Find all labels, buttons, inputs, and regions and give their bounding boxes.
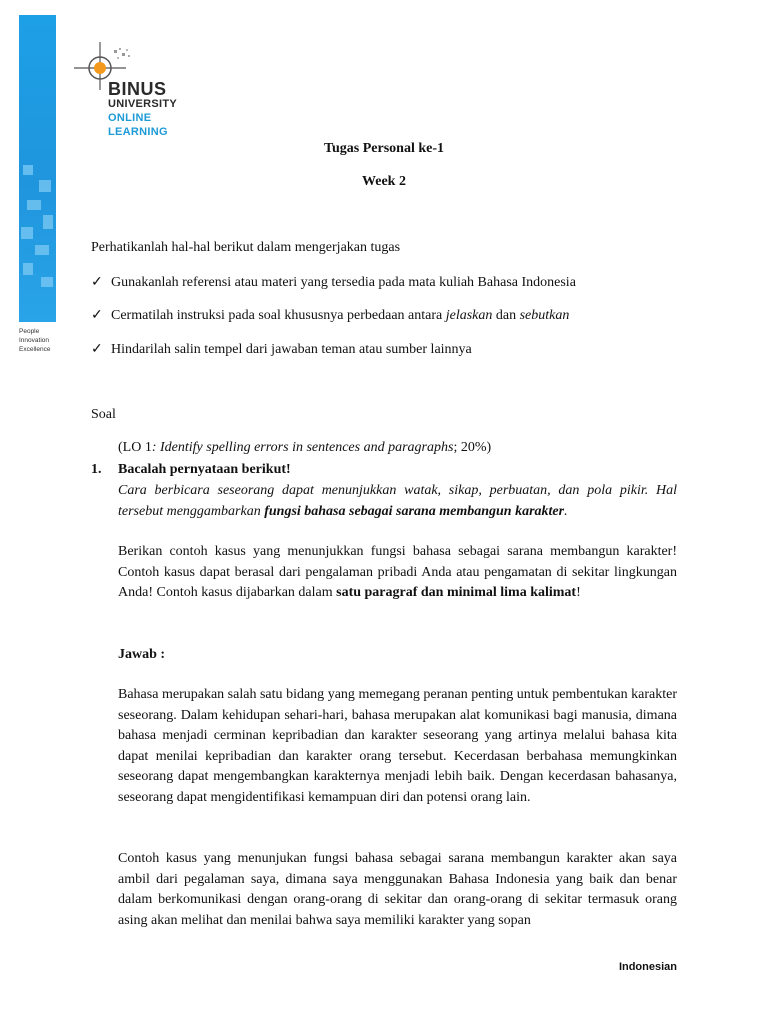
statement-italic: Cara berbicara seseorang dapat menunjukkan watak, sikap, perbuatan, dan pola pikir. Hal tersebut menggambarkan [118,483,677,519]
sidebar-tagline [19,327,50,354]
lo-text: (LO 1 [118,440,152,455]
question-task [118,542,677,604]
logo-line-online: ONLINE [108,112,152,124]
lo-text: ; 20%) [453,440,492,455]
instructions-intro: Perhatikanlah hal-hal berikut dalam mengerjakan tugas [91,240,401,255]
tagline-line: People [19,328,40,335]
instruction-item [91,274,576,291]
instruction-text: Cermatilah instruksi pada soal khususnya perbedaan antara [111,308,446,323]
learning-objective [118,440,491,456]
tagline-line: Innovation [19,337,49,344]
week-label: Week 2 [362,174,406,189]
logo-line-university: UNIVERSITY [108,98,178,110]
lo-italic: : Identify spelling errors in sentences and paragraphs [151,440,454,455]
tagline-line: Excellence [19,346,51,353]
instruction-item [91,307,569,324]
check-icon: ✓ [91,342,103,357]
check-icon: ✓ [91,308,103,323]
section-heading-soal: Soal [91,407,116,422]
question-statement [118,481,677,522]
footer-course-label: Indonesian [618,961,677,973]
instruction-emphasis: jelaskan [445,308,493,323]
sidebar-brand-strip [19,15,56,322]
task-bold: satu paragraf dan minimal lima kalimat [336,585,577,600]
check-icon: ✓ [91,275,103,290]
statement-bold: fungsi bahasa sebagai sarana membangun karakter [264,503,565,519]
question-title: Bacalah pernyataan berikut! [118,462,291,477]
task-end: ! [576,585,581,600]
instruction-emphasis: sebutkan [519,308,570,323]
instruction-text: Hindarilah salin tempel dari jawaban teman atau sumber lainnya [111,342,472,357]
logo-line-learning: LEARNING [108,126,168,138]
answer-label: Jawab : [118,647,166,662]
question-number: 1. [91,462,102,477]
answer-paragraph-1: Bahasa merupakan salah satu bidang yang memegang peranan penting untuk pembentukan karakter seseorang. Dalam kehidupan sehari-hari, bahasa merupakan alat komunikasi bagi manusia, dimana bahasa menjadi cerminan kepribadian dan karakter seseorang yang artinya melalui bahasa kita dapat menilai kepribadian dan karakter orang tersebut. Kecerdasan berbahasa memungkinkan seseorang dapat mengembangkan karakternya menjadi lebih baik. Dengan kecerdasan bahasanya, seseorang dapat mengidentifikasi kemampuan diri dan potensi orang lain. [118,687,677,805]
answer-paragraph-2: Contoh kasus yang menunjukan fungsi bahasa sebagai sarana membangun karakter akan saya ambil dari pegalaman saya, dimana saya menggunakan Bahasa Indonesia yang baik dan benar dalam berkomunikasi dengan orang-orang di sekitar dan orang-orang di sekitar termasuk orang asing akan melihat dan menilai bahwa saya memiliki karakter yang sopan [118,851,677,928]
instruction-text: dan [492,308,520,323]
logo-wordmark [108,80,177,139]
logo-line-binus: BINUS [108,79,167,99]
page-title: Tugas Personal ke-1 [323,141,445,156]
statement-end: . [564,503,568,519]
instruction-item [91,341,472,358]
instruction-text: Gunakanlah referensi atau materi yang tersedia pada mata kuliah Bahasa Indonesia [111,275,576,290]
task-text: Berikan contoh kasus yang menunjukkan fungsi bahasa sebagai sarana membangun karakter! Contoh kasus dapat berasal dari pengalaman pribadi Anda atau pengamatan di sekitar lingkungan Anda! Contoh kasus dijabarkan dalam [118,544,677,600]
